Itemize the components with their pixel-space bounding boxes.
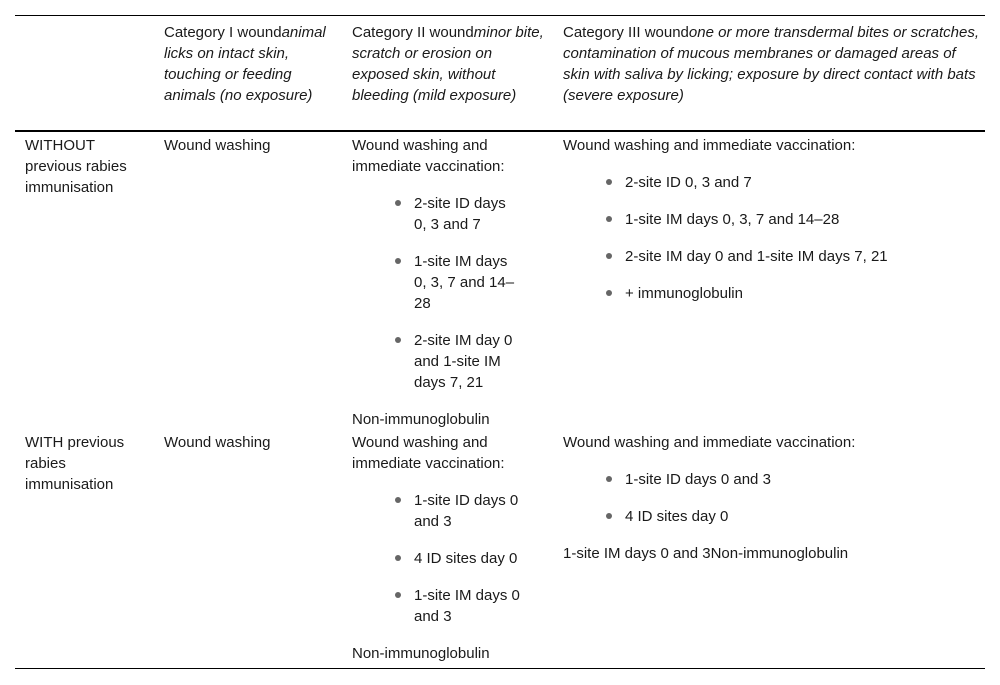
row-2-cat2-item-2: 4 ID sites day 0 xyxy=(414,550,518,567)
row-1-cat2-item-3: 2-site IM day 0 and 1-site IM days 7, 21 xyxy=(414,332,513,391)
row-2-cat2-bullet-3 xyxy=(392,585,522,627)
row-2-cat2-bullet-2 xyxy=(392,548,542,569)
bullet-dot xyxy=(606,513,612,519)
header-category-1-label: Category I wound xyxy=(164,24,282,41)
row-1-cat3-bullet-4 xyxy=(603,283,981,304)
row-1-cat2-item-2: 1-site IM days 0, 3, 7 and 14–28 xyxy=(414,253,515,312)
table-bottom-rule xyxy=(15,668,985,669)
row-2-cat3-bullet-2 xyxy=(603,506,981,527)
header-category-1 xyxy=(164,22,336,106)
header-bottom-rule xyxy=(15,130,985,132)
row-1-cat3-item-3: 2-site IM day 0 and 1-site IM days 7, 21 xyxy=(625,248,888,265)
bullet-dot xyxy=(395,337,401,343)
bullet-dot xyxy=(606,476,612,482)
row-1-cat3-bullet-2 xyxy=(603,209,981,230)
header-category-1-desc: animal licks on intact skin, touching or feeding animals (no exposure) xyxy=(164,24,326,104)
row-1-cat3-item-1: 2-site ID 0, 3 and 7 xyxy=(625,174,752,191)
row-1-cat2-note: Non-immunoglobulin xyxy=(352,411,490,428)
row-2-category-3 xyxy=(563,432,981,453)
row-2-cat3-item-2: 4 ID sites day 0 xyxy=(625,508,729,525)
header-category-2-desc: minor bite, scratch or erosion on exposed skin, without bleeding (mild exposure) xyxy=(352,24,544,104)
bullet-dot xyxy=(606,253,612,259)
row-2-cat2-intro: Wound washing and immediate vaccination: xyxy=(352,434,505,472)
bullet-dot xyxy=(395,555,401,561)
row-1-cat2-intro: Wound washing and immediate vaccination: xyxy=(352,137,505,175)
row-1-cat2-item-1: 2-site ID days 0, 3 and 7 xyxy=(414,195,506,233)
row-1-cat2-bullet-1 xyxy=(392,193,522,235)
row-2-cat2-note: Non-immunoglobulin xyxy=(352,645,490,662)
bullet-dot xyxy=(395,200,401,206)
row-2-category-2 xyxy=(352,432,532,474)
table-top-rule xyxy=(15,15,985,16)
row-2-category-1: Wound washing xyxy=(164,434,271,451)
row-1-cat2-bullet-3 xyxy=(392,330,524,393)
row-2-cat3-bullet-1 xyxy=(603,469,981,490)
header-category-3-desc: one or more transdermal bites or scratches, contamination of mucous membranes or damaged areas of skin with saliva by licking; exposure by direct contact with bats (severe exposure) xyxy=(563,24,980,104)
header-category-2 xyxy=(352,22,548,106)
header-category-3-label: Category III wound xyxy=(563,24,689,41)
row-1-category-3 xyxy=(563,135,981,156)
row-1-cat3-item-2: 1-site IM days 0, 3, 7 and 14–28 xyxy=(625,211,840,228)
row-2-cat3-note: 1-site IM days 0 and 3Non-immunoglobulin xyxy=(563,545,849,562)
header-category-3 xyxy=(563,22,981,106)
bullet-dot xyxy=(395,258,401,264)
row-1-cat2-bullet-2 xyxy=(392,251,522,314)
row-label-with: WITH previous rabies immunisation xyxy=(25,434,125,493)
row-1-cat3-bullet-3 xyxy=(603,246,981,267)
header-category-2-label: Category II wound xyxy=(352,24,474,41)
row-label-without: WITHOUT previous rabies immunisation xyxy=(25,137,127,196)
row-1-cat3-intro: Wound washing and immediate vaccination: xyxy=(563,137,856,154)
row-2-cat2-item-1: 1-site ID days 0 and 3 xyxy=(414,492,519,530)
row-1-category-2 xyxy=(352,135,532,177)
bullet-dot xyxy=(606,216,612,222)
row-2-cat3-item-1: 1-site ID days 0 and 3 xyxy=(625,471,771,488)
row-2-cat3-intro: Wound washing and immediate vaccination: xyxy=(563,434,856,451)
bullet-dot xyxy=(395,592,401,598)
row-1-cat3-item-4: + immunoglobulin xyxy=(625,285,743,302)
row-2-cat2-bullet-1 xyxy=(392,490,522,532)
bullet-dot xyxy=(395,497,401,503)
row-2-cat2-item-3: 1-site IM days 0 and 3 xyxy=(414,587,520,625)
bullet-dot xyxy=(606,290,612,296)
row-1-cat3-bullet-1 xyxy=(603,172,981,193)
bullet-dot xyxy=(606,179,612,185)
row-1-category-1: Wound washing xyxy=(164,137,271,154)
